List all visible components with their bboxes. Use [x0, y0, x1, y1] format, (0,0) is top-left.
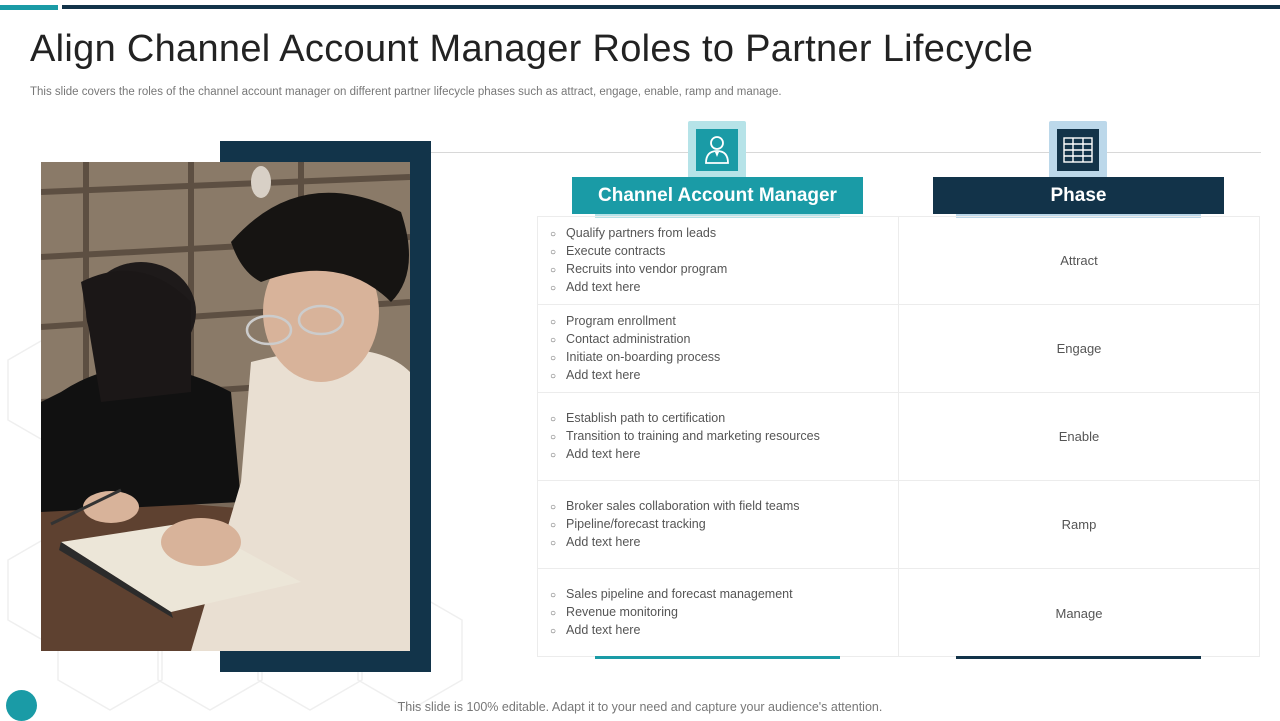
list-item: ○ Program enrollment [550, 313, 720, 331]
user-icon [704, 135, 730, 165]
phase-cell: Attract [1060, 253, 1098, 268]
roles-list [538, 313, 720, 385]
list-item: ○ Establish path to certification [550, 410, 820, 428]
list-item: ○ Revenue monitoring [550, 604, 793, 622]
phase-cell: Ramp [1061, 517, 1097, 532]
list-item: ○ Sales pipeline and forecast management [550, 586, 793, 604]
list-item: ○ Add text here [550, 279, 727, 297]
slide-title: Align Channel Account Manager Roles to Partner Lifecycle [30, 28, 1034, 70]
top-accent-bar [0, 5, 58, 10]
list-item: ○ Add text here [550, 367, 720, 385]
phase-cell: Manage [1055, 605, 1103, 621]
roles-table [537, 216, 1260, 657]
phase-cell: Engage [1056, 341, 1102, 356]
right-column-bottom-bar [956, 656, 1201, 659]
list-item: ○ Qualify partners from leads [550, 225, 727, 243]
list-item: ○ Execute contracts [550, 243, 727, 261]
left-header-icon-frame [688, 121, 746, 179]
list-item: ○ Add text here [550, 622, 793, 640]
column-header-phase: Phase [933, 177, 1224, 214]
left-column-bottom-bar [595, 656, 840, 659]
slide-footer: This slide is 100% editable. Adapt it to your need and capture your audience's attention. [397, 700, 883, 714]
table-row [538, 305, 1259, 393]
list-item: ○ Initiate on-boarding process [550, 349, 720, 367]
roles-list [538, 586, 793, 640]
phase-cell: Enable [1058, 429, 1100, 444]
table-row [538, 217, 1259, 305]
list-item: ○ Pipeline/forecast tracking [550, 516, 800, 534]
grid-icon [1063, 137, 1093, 163]
list-item: ○ Add text here [550, 446, 820, 464]
roles-cell [538, 217, 899, 304]
list-item: ○ Recruits into vendor program [550, 261, 727, 279]
slide-subtitle: This slide covers the roles of the channel account manager on different partner lifecycle phases such as attract, engage, enable, ramp and manage. [30, 86, 782, 98]
roles-cell [538, 481, 899, 568]
table-row [538, 569, 1259, 657]
table-row [538, 481, 1259, 569]
roles-cell [538, 393, 899, 480]
list-item: ○ Broker sales collaboration with field teams [550, 498, 800, 516]
list-item: ○ Add text here [550, 534, 800, 552]
roles-cell [538, 569, 899, 657]
list-item: ○ Transition to training and marketing resources [550, 428, 820, 446]
right-header-icon-frame [1049, 121, 1107, 179]
table-row [538, 393, 1259, 481]
top-bar [62, 5, 1280, 9]
roles-list [538, 410, 820, 464]
roles-cell [538, 305, 899, 392]
list-item: ○ Contact administration [550, 331, 720, 349]
roles-list [538, 225, 727, 297]
office-photo [41, 162, 410, 651]
header-divider [431, 152, 1261, 153]
column-header-channel-account-manager: Channel Account Manager [572, 177, 863, 214]
roles-list [538, 498, 800, 552]
